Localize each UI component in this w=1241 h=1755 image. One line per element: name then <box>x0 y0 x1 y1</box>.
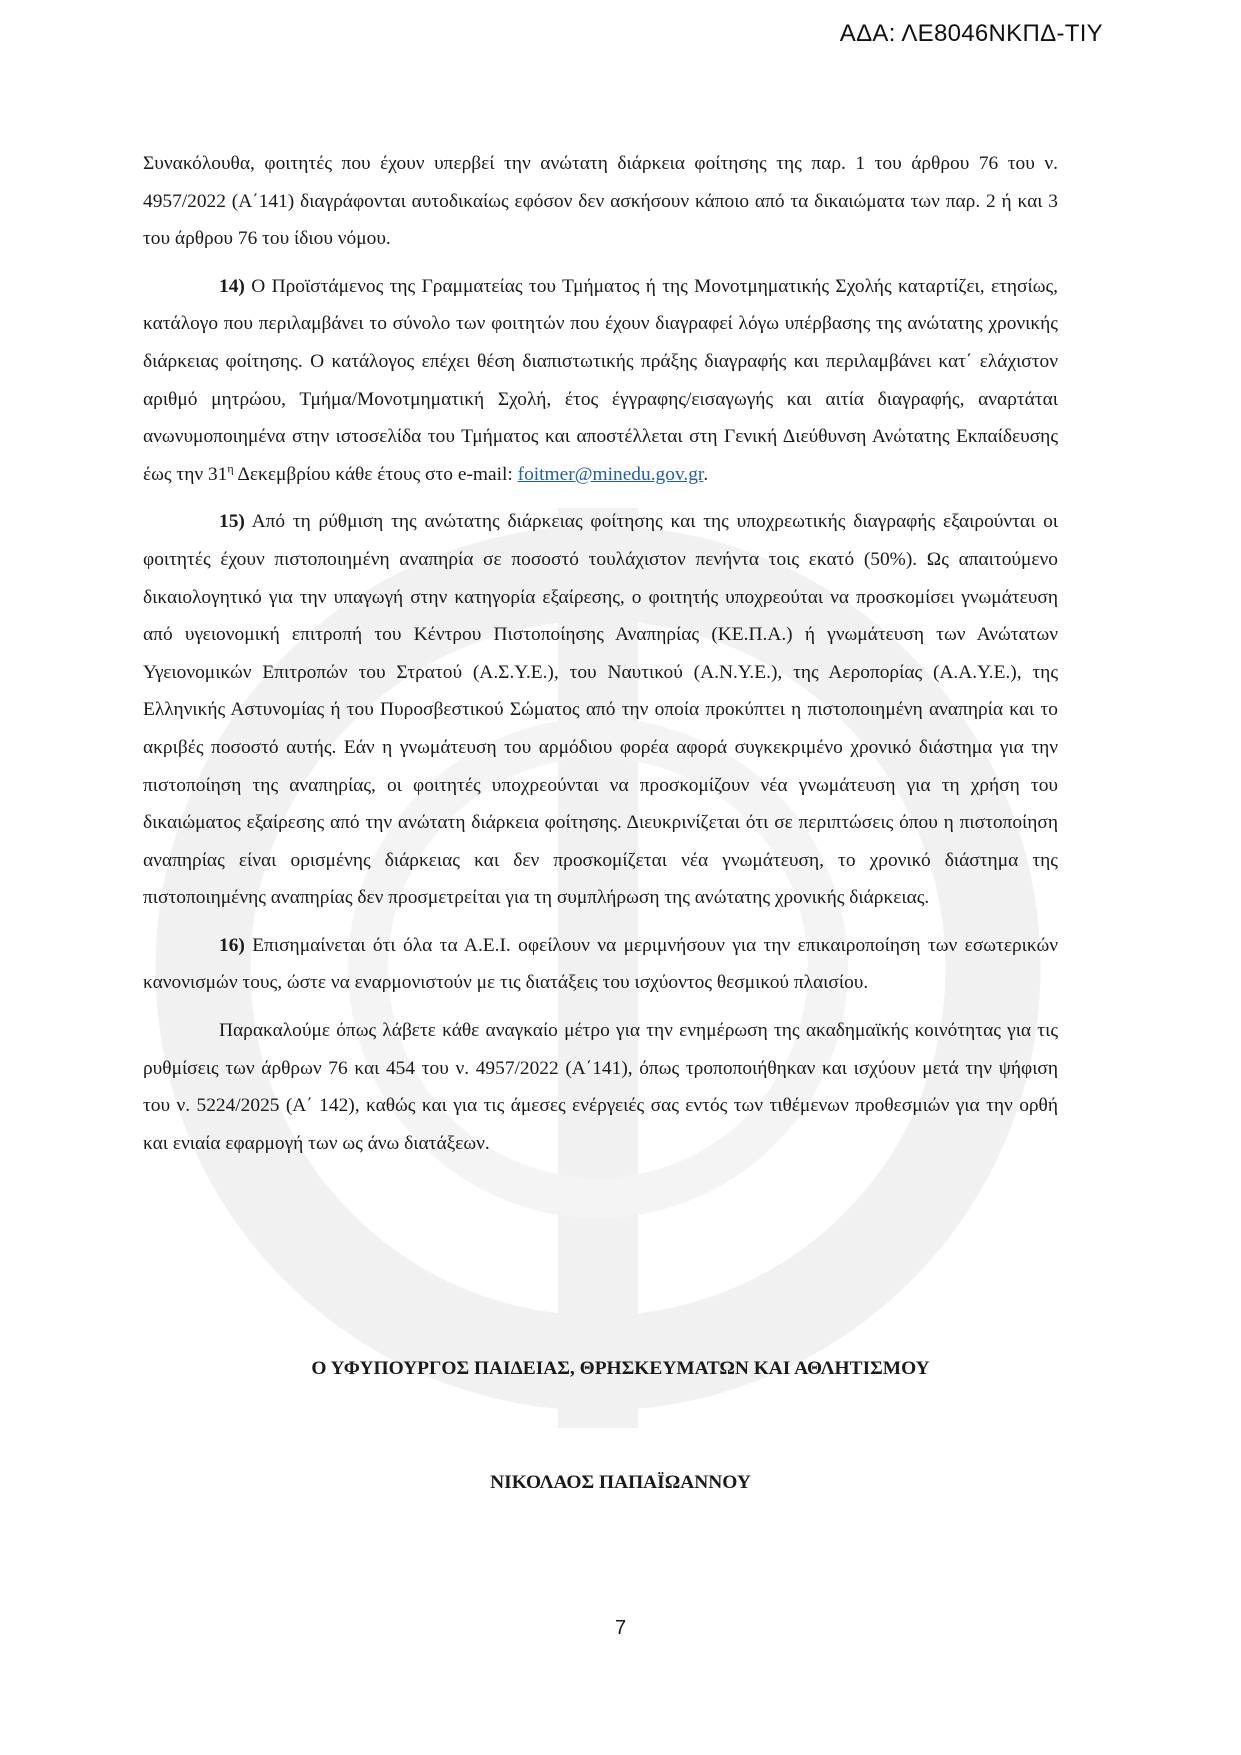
ada-code: ΑΔΑ: ΛΕ8046ΝΚΠΔ-ΤΙΥ <box>839 20 1103 47</box>
signer-title: Ο ΥΦΥΠΟΥΡΓΟΣ ΠΑΙΔΕΙΑΣ, ΘΡΗΣΚΕΥΜΑΤΩΝ ΚΑΙ ΑΘΛΗΤΙΣΜΟΥ <box>311 1358 930 1379</box>
page-number: 7 <box>614 1617 627 1639</box>
paragraph-16-number: 16) <box>219 934 245 956</box>
email-link[interactable]: foitmer@minedu.gov.gr <box>517 463 704 485</box>
paragraph-15-number: 15) <box>219 511 245 533</box>
intro-text: Συνακόλουθα, φοιτητές που έχουν υπερβεί την ανώτατη διάρκεια φοίτησης της παρ. 1 του άρθρου 76 του ν. 4957/2022 (Α΄141) διαγράφονται αυτοδικαίως εφόσον δεν ασκήσουν κάποιο από τα δικαιώματα των παρ. 2 ή και 3 του άρθρου 76 του ίδιου νόμου. <box>143 153 1058 250</box>
document-body <box>143 145 1058 1172</box>
paragraph-14 <box>143 268 1058 494</box>
paragraph-14-end: . <box>703 463 709 485</box>
paragraph-16-text: Επισημαίνεται ότι όλα τα Α.Ε.Ι. οφείλουν να μεριμνήσουν για την επικαιροποίηση των εσωτερικών κανονισμών τους, ώστε να εναρμονιστούν με τις διατάξεις του ισχύοντος θεσμικού πλαισίου. <box>143 934 1058 994</box>
paragraph-16 <box>143 927 1058 1002</box>
paragraph-14-number: 14) <box>219 275 245 297</box>
closing-text: Παρακαλούμε όπως λάβετε κάθε αναγκαίο μέτρο για την ενημέρωση της ακαδημαϊκής κοινότητας για τις ρυθμίσεις των άρθρων 76 και 454 του ν. 4957/2022 (Α΄141), όπως τροποποιήθηκαν και ισχύουν μετά την ψήφιση του ν. 5224/2025 (Α΄ 142), καθώς και για τις άμεσες ενέργειές σας εντός των τιθέμενων προθεσμιών για την ορθή και ενιαία εφαρμογή των ως άνω διατάξεων. <box>143 1020 1058 1154</box>
paragraph-15 <box>143 503 1058 917</box>
signer-name: ΝΙΚΟΛΑΟΣ ΠΑΠΑΪΩΑΝΝΟΥ <box>490 1472 751 1493</box>
paragraph-14-superscript: η <box>227 461 234 476</box>
paragraph-14-text-b: Δεκεμβρίου κάθε έτους στο e-mail: <box>233 463 518 485</box>
intro-paragraph <box>143 145 1058 258</box>
paragraph-15-text: Από τη ρύθμιση της ανώτατης διάρκειας φοίτησης και της υποχρεωτικής διαγραφής εξαιρούνται οι φοιτητές έχουν πιστοποιημένη αναπηρία σε ποσοστό τουλάχιστον πενήντα τοις εκατό (50%). Ως απαιτούμενο δικαιολογητικό για την υπαγωγή στην κατηγορία εξαίρεσης, ο φοιτητής υποχρεούται να προσκομίσει γνωμάτευση από υγειονομική επιτροπή του Κέντρου Πιστοποίησης Αναπηρίας (ΚΕ.Π.Α.) ή γνωμάτευση των Ανώτατων Υγειονομικών Επιτροπών του Στρατού (Α.Σ.Υ.Ε.), του Ναυτικού (Α.Ν.Υ.Ε.), της Αεροπορίας (Α.Α.Υ.Ε.), της Ελληνικής Αστυνομίας ή του Πυροσβεστικού Σώματος από την οποία προκύπτει η πιστοποιημένη αναπηρία και το ακριβές ποσοστό αυτής. Εάν η γνωμάτευση του αρμόδιου φορέα αφορά συγκεκριμένο χρονικό διάστημα για την πιστοποίηση της αναπηρίας, οι φοιτητές υποχρεούνται να προσκομίζουν νέα γνωμάτευση για τη χρήση του δικαιώματος εξαίρεσης από την ανώτατη διάρκεια φοίτησης. Διευκρινίζεται ότι σε περιπτώσεις όπου η πιστοποίηση αναπηρίας είναι ορισμένης διάρκειας και δεν προσκομίζεται νέα γνωμάτευση, το χρονικό διάστημα της πιστοποιημένης αναπηρίας δεν προσμετρείται για τη συμπλήρωση της ανώτατης χρονικής διάρκειας. <box>143 511 1058 909</box>
closing-paragraph <box>143 1012 1058 1162</box>
paragraph-14-text: Ο Προϊστάμενος της Γραμματείας του Τμήματος ή της Μονοτμηματικής Σχολής καταρτίζει, ετησίως, κατάλογο που περιλαμβάνει το σύνολο των φοιτητών που έχουν διαγραφεί λόγω υπέρβασης της ανώτατης χρονικής διάρκειας φοίτησης. Ο κατάλογος επέχει θέση διαπιστωτικής πράξης διαγραφής και περιλαμβάνει κατ΄ ελάχιστον αριθμό μητρώου, Τμήμα/Μονοτμηματική Σχολή, έτος έγγραφης/εισαγωγής και αιτία διαγραφής, αναρτάται ανωνυμοποιημένα στην ιστοσελίδα του Τμήματος και αποστέλλεται στη Γενική Διεύθυνση Ανώτατης Εκπαίδευσης έως την 31 <box>143 275 1058 485</box>
